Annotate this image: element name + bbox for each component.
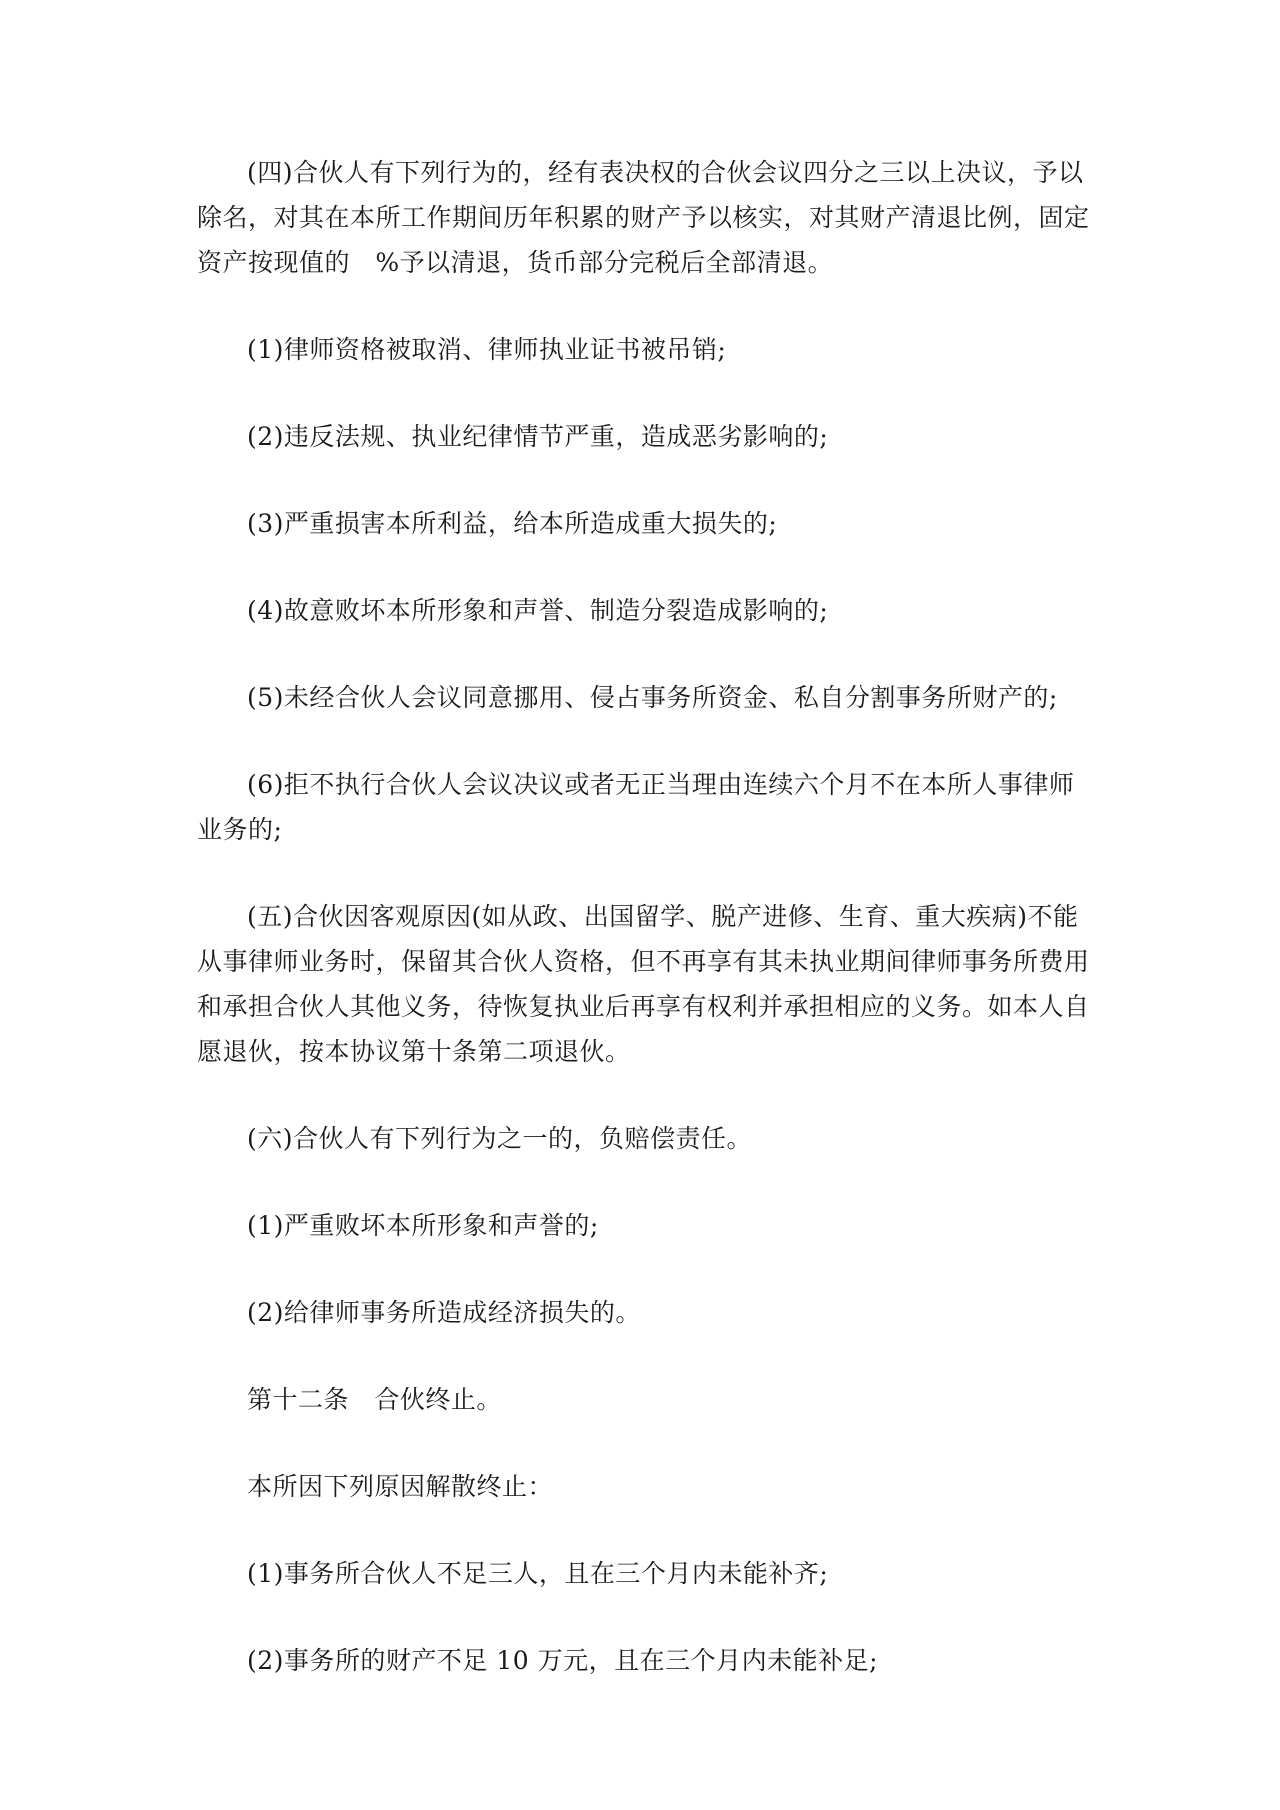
- list-item-compensation-1: (1)严重败坏本所形象和声誉的;: [247, 1211, 599, 1240]
- article-12-heading: 第十二条 合伙终止。: [247, 1385, 502, 1414]
- list-item-2: (2)违反法规、执业纪律情节严重，造成恶劣影响的;: [247, 422, 829, 451]
- list-item-dissolution-1: (1)事务所合伙人不足三人，且在三个月内未能补齐;: [247, 1559, 829, 1588]
- paragraph-expulsion: (四)合伙人有下列行为的，经有表决权的合伙会议四分之三以上决议，予以除名，对其在本所工作期间历年积累的财产予以核实，对其财产清退比例，固定资产按现值的 %予以清退，货币部分完税后全部清退。: [197, 158, 1090, 277]
- paragraph-compensation: (六)合伙人有下列行为之一的，负赔偿责任。: [247, 1124, 753, 1153]
- list-item-3: (3)严重损害本所利益，给本所造成重大损失的;: [247, 509, 778, 538]
- paragraph-objective-reasons: (五)合伙因客观原因(如从政、出国留学、脱产进修、生育、重大疾病)不能从事律师业务时，保留其合伙人资格，但不再享有其未执业期间律师事务所费用和承担合伙人其他义务，待恢复执业后再享有权利并承担相应的义务。如本人自愿退伙，按本协议第十条第二项退伙。: [197, 902, 1090, 1066]
- list-item-4: (4)故意败坏本所形象和声誉、制造分裂造成影响的;: [247, 596, 829, 625]
- list-item-6: (6)拒不执行合伙人会议决议或者无正当理由连续六个月不在本所人事律师业务的;: [197, 770, 1075, 844]
- list-item-dissolution-2: (2)事务所的财产不足 10 万元，且在三个月内未能补足;: [247, 1646, 879, 1675]
- paragraph-dissolution-intro: 本所因下列原因解散终止：: [247, 1472, 554, 1501]
- list-item-1: (1)律师资格被取消、律师执业证书被吊销;: [247, 335, 727, 364]
- list-item-compensation-2: (2)给律师事务所造成经济损失的。: [247, 1298, 641, 1327]
- list-item-5: (5)未经合伙人会议同意挪用、侵占事务所资金、私自分割事务所财产的;: [247, 683, 1058, 712]
- document-body: [197, 150, 1097, 1725]
